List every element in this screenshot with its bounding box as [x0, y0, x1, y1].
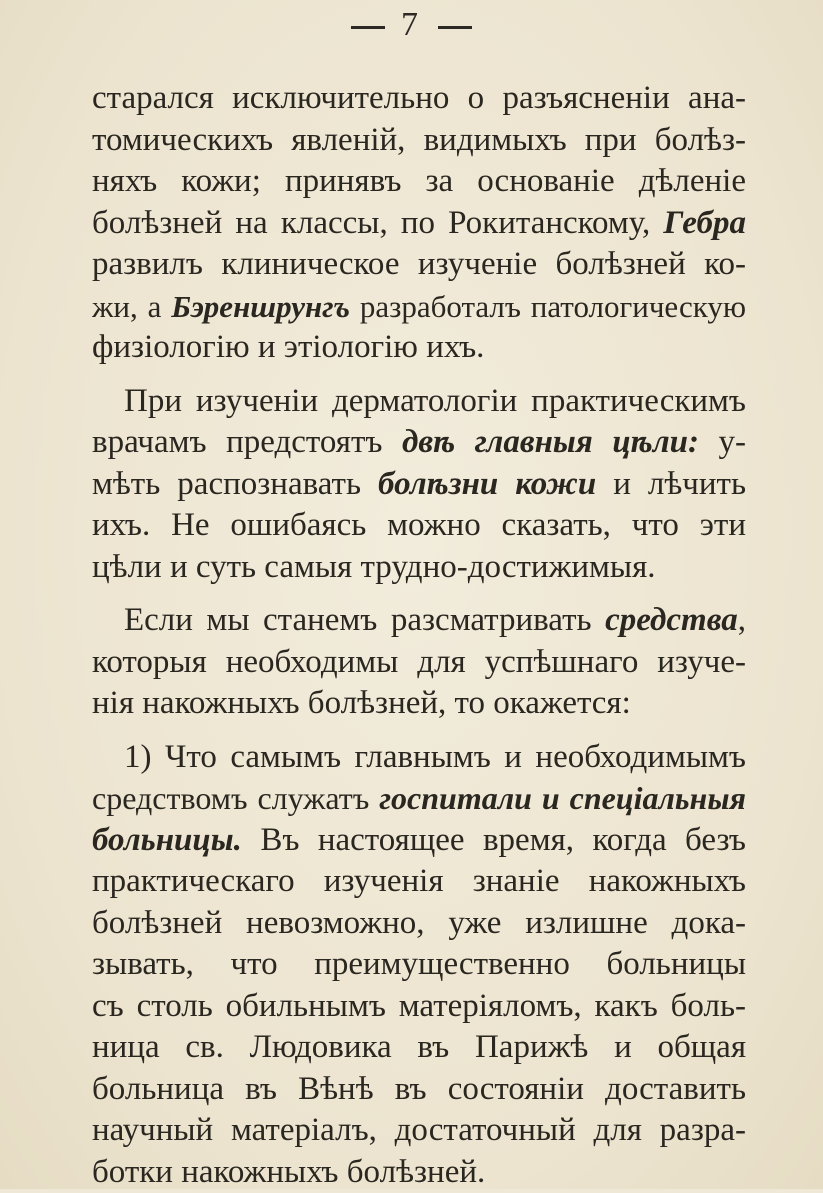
- text-line: ница св. Людовика въ Парижѣ и общая: [92, 1027, 746, 1069]
- italic-phrase: болѣзни кожи: [378, 466, 596, 502]
- text-line-gebra: [92, 203, 746, 245]
- text-segment: мѣть распознавать: [92, 466, 378, 502]
- text-line: няхъ кожи; принявъ за основаніе дѣленіе: [92, 161, 746, 203]
- text-segment: Если мы станемъ разсматривать: [124, 602, 605, 638]
- text-line: томическихъ явленій, видимыхъ при болѣз-: [92, 120, 746, 162]
- text-line-diseases: [92, 464, 746, 506]
- text-line: болѣзней невозможно, уже излишне дока-: [92, 903, 746, 945]
- text-line: цѣли и суть самыя трудно-достижимыя.: [92, 547, 746, 589]
- text-segment: болѣзней на классы, по Рокитанскому,: [92, 205, 663, 241]
- text-line: зывать, что преимущественно больницы: [92, 944, 746, 986]
- text-line: практическаго изученія знаніе накожныхъ: [92, 861, 746, 903]
- italic-phrase: больницы.: [92, 822, 242, 858]
- italic-phrase: средства: [605, 602, 738, 638]
- text-segment: жи, а: [92, 289, 171, 324]
- page-number: 7: [401, 6, 422, 43]
- italic-phrase: двѣ главныя цѣли:: [402, 424, 699, 460]
- text-segment: средствомъ служатъ: [92, 780, 379, 816]
- text-line: развилъ клиническое изученіе болѣзней ко-: [92, 244, 746, 286]
- italic-phrase: Гебра: [663, 205, 746, 241]
- text-line: нія накожныхъ болѣзней, то окажется:: [92, 683, 746, 725]
- text-line-baerensprung: [92, 286, 746, 328]
- text-line: физіологію и этіологію ихъ.: [92, 327, 746, 369]
- text-line: При изученіи дерматологіи практическимъ: [92, 381, 746, 423]
- text-line-clinics: [92, 820, 746, 862]
- text-segment: и лѣчить: [596, 466, 746, 502]
- text-line-hospitals: [92, 778, 746, 820]
- text-line: ботки накожныхъ болѣзней.: [92, 1152, 746, 1193]
- page-header: [0, 6, 823, 44]
- text-line: научный матеріалъ, достаточный для разра-: [92, 1110, 746, 1152]
- header-dash-right: [438, 26, 472, 29]
- text-line: съ столь обильнымъ матеріяломъ, какъ боль-: [92, 986, 746, 1028]
- text-line-goals: [92, 422, 746, 464]
- body-text: [92, 78, 746, 1193]
- text-line: ихъ. Не ошибаясь можно сказать, что эти: [92, 505, 746, 547]
- text-line: старался исключительно о разъясненіи ана-: [92, 78, 746, 120]
- italic-phrase: госпитали и спеціальныя: [379, 780, 746, 816]
- text-line: которыя необходимы для успѣшнаго изуче-: [92, 642, 746, 684]
- text-segment: врачамъ предстоятъ: [92, 424, 402, 460]
- text-segment: ,: [738, 602, 746, 638]
- text-segment: Въ настоящее время, когда безъ: [242, 822, 746, 858]
- text-segment: у-: [699, 424, 746, 460]
- text-line-means: [92, 600, 746, 642]
- header-dash-left: [351, 26, 385, 29]
- text-line: 1) Что самымъ главнымъ и необходимымъ: [92, 737, 746, 779]
- text-segment: разработалъ патологическую: [350, 289, 746, 324]
- text-line: больница въ Вѣнѣ въ состояніи доставить: [92, 1069, 746, 1111]
- italic-phrase: Бэреншрунгъ: [171, 289, 350, 324]
